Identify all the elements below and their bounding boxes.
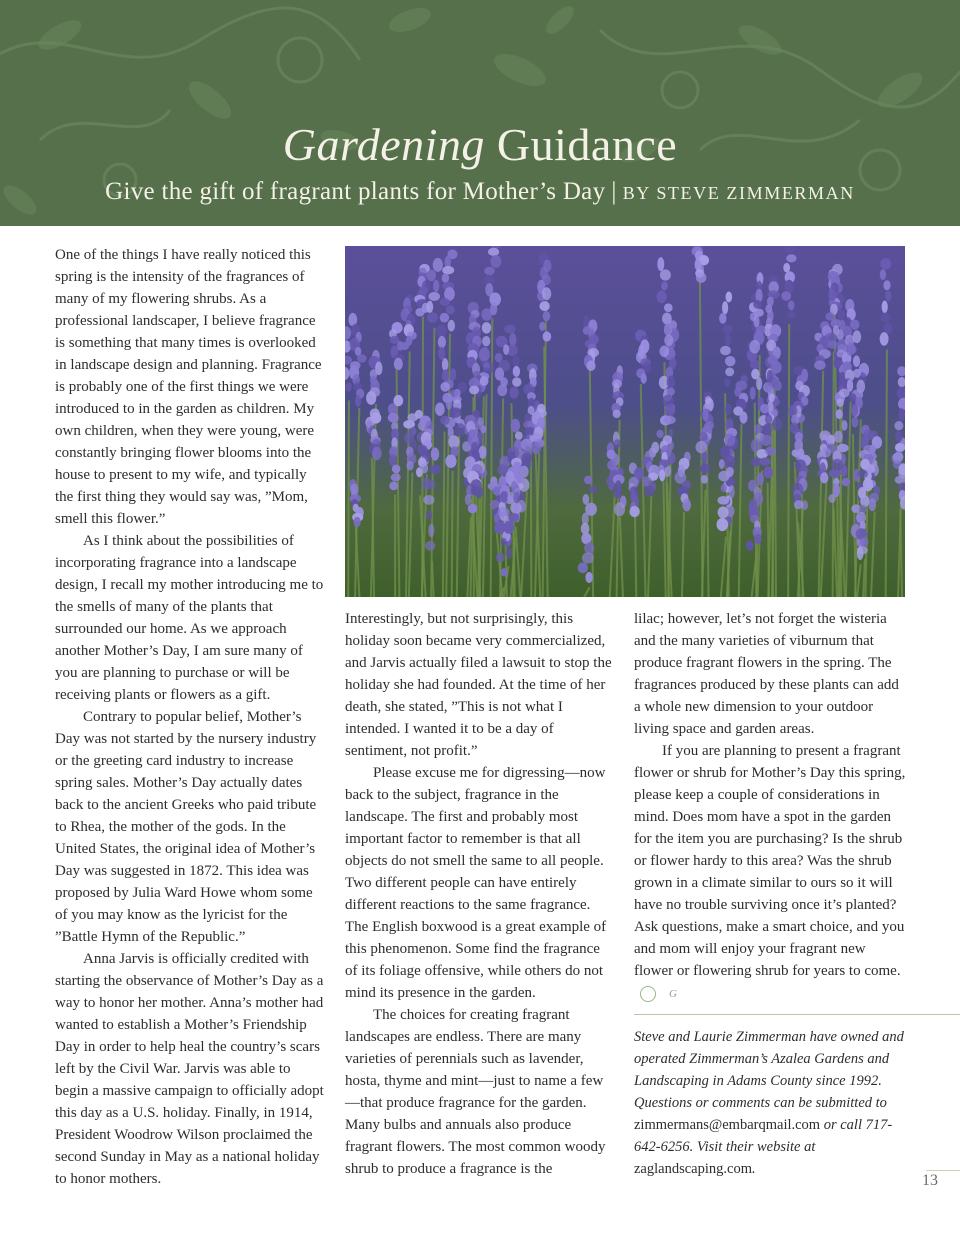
paragraph: One of the things I have really noticed this spring is the intensity of the fragrances of many of my flowering shrubs. As a professional landscaper, I believe fragrance is something that many times is overlooked in landscape design and planning. Fragrance is probably one of the first things we were introduced to in the garden as children. My own children, when they were young, were constantly bringing flower blooms into the house to present to my wife, and typically the first thing they would say was, ”Mom, smell this flower.” bbox=[55, 247, 322, 527]
article-column-1 bbox=[55, 244, 327, 1190]
bio-email-link[interactable]: zimmermans@embarqmail.com bbox=[634, 1117, 821, 1133]
author-bio bbox=[634, 1026, 914, 1180]
paragraph bbox=[634, 740, 906, 1004]
paragraph: lilac; however, let’s not forget the wisteria and the many varieties of viburnum that produce fragrant flowers in the spring. The fragrances produced by these plants can add a whole new dimension to your outdoor living space and garden areas. bbox=[634, 611, 899, 737]
paragraph: The choices for creating fragrant landscapes are endless. There are many varieties of perennials such as lavender, hosta, thyme and mint—just to name a few—that produce fragrance for the garden. Many bulbs and annuals also produce fragrant flowers. The most common woody shrub to produce a fragrance is the bbox=[345, 1007, 606, 1177]
paragraph-text: If you are planning to present a fragrant flower or shrub for Mother’s Day this spring, please keep a couple of considerations in mind. Does mom have a spot in the garden for the item you are purchasing? Is the shrub or flower hardy to this area? Was the shrub grown in a climate similar to ours so it will have no trouble surviving once it’s planted? Ask questions, make a smart choice, and you and mom will enjoy your fragrant new flower or flowering shrub for years to come. bbox=[634, 743, 906, 979]
header-band bbox=[0, 0, 960, 226]
paragraph: As I think about the possibilities of incorporating fragrance into a landscape design, I recall my mother introducing me to the smells of many of the plants that surrounded our home. As we approach another Mother’s Day, I am sure many of you are planning to purchase or will be receiving plants or flowers as a gift. bbox=[55, 533, 324, 703]
article-column-3 bbox=[634, 608, 906, 1004]
subtitle bbox=[0, 178, 960, 206]
byline: BY STEVE ZIMMERMAN bbox=[622, 183, 855, 203]
lavender-photo bbox=[345, 246, 905, 597]
divider bbox=[634, 1014, 960, 1015]
bio-text: Steve and Laurie Zimmerman have owned and operated Zimmerman’s Azalea Gardens and Landscaping in Adams County since 1992. Questions or comments can be submitted to bbox=[634, 1029, 904, 1111]
page-number: 13 bbox=[922, 1172, 938, 1189]
bio-website-link[interactable]: zaglandscaping.com bbox=[634, 1161, 752, 1177]
subtitle-text: Give the gift of fragrant plants for Mother’s Day bbox=[105, 178, 606, 205]
paragraph: Please excuse me for digressing—now back to the subject, fragrance in the landscape. The first and probably most important factor to remember is that all objects do not smell the same to all people. Two different people can have entirely different reactions to the same fragrance. The English boxwood is a great example of this phenomenon. Some find the fragrance of its foliage offensive, while others do not mind its presence in the garden. bbox=[345, 765, 607, 1001]
paragraph: Anna Jarvis is officially credited with starting the observance of Mother’s Day as a way to honor her mother. Anna’s mother had wanted to establish a Mother’s Friendship Day in order to help heal the country’s scars left by the Civil War. Jarvis was able to begin a massive campaign to officially adopt this day as a U.S. holiday. Finally, in 1914, President Woodrow Wilson proclaimed the second Sunday in May as a national holiday to honor mothers. bbox=[55, 951, 324, 1187]
article-column-2 bbox=[345, 608, 613, 1180]
bio-text: or call 717-642-6256. Visit their website at bbox=[634, 1117, 893, 1155]
paragraph: Contrary to popular belief, Mother’s Day was not started by the nursery industry or the greeting card industry to increase spring sales. Mother’s Day actually dates back to the ancient Greeks who paid tribute to Rhea, the mother of the gods. In the United States, the original idea of Mother’s Day was suggested in 1872. This idea was proposed by Julia Ward Howe whom some of you may know as the lyricist for the ”Battle Hymn of the Republic.” bbox=[55, 709, 317, 945]
page-title: Gardening Guidance bbox=[282, 119, 678, 170]
subtitle-separator: | bbox=[611, 178, 617, 205]
lavender-photo-icon bbox=[345, 246, 905, 597]
page-number-rule bbox=[926, 1170, 960, 1171]
end-of-article-icon: G bbox=[640, 986, 656, 1002]
paragraph: Interestingly, but not surprisingly, this holiday soon became very commercialized, and Jarvis actually filed a lawsuit to stop the holiday she had founded. At the time of her death, she stated, ”This is not what I intended. I wanted it to be a day of sentiment, not profit.” bbox=[345, 611, 612, 759]
bio-text: . bbox=[751, 1161, 756, 1177]
